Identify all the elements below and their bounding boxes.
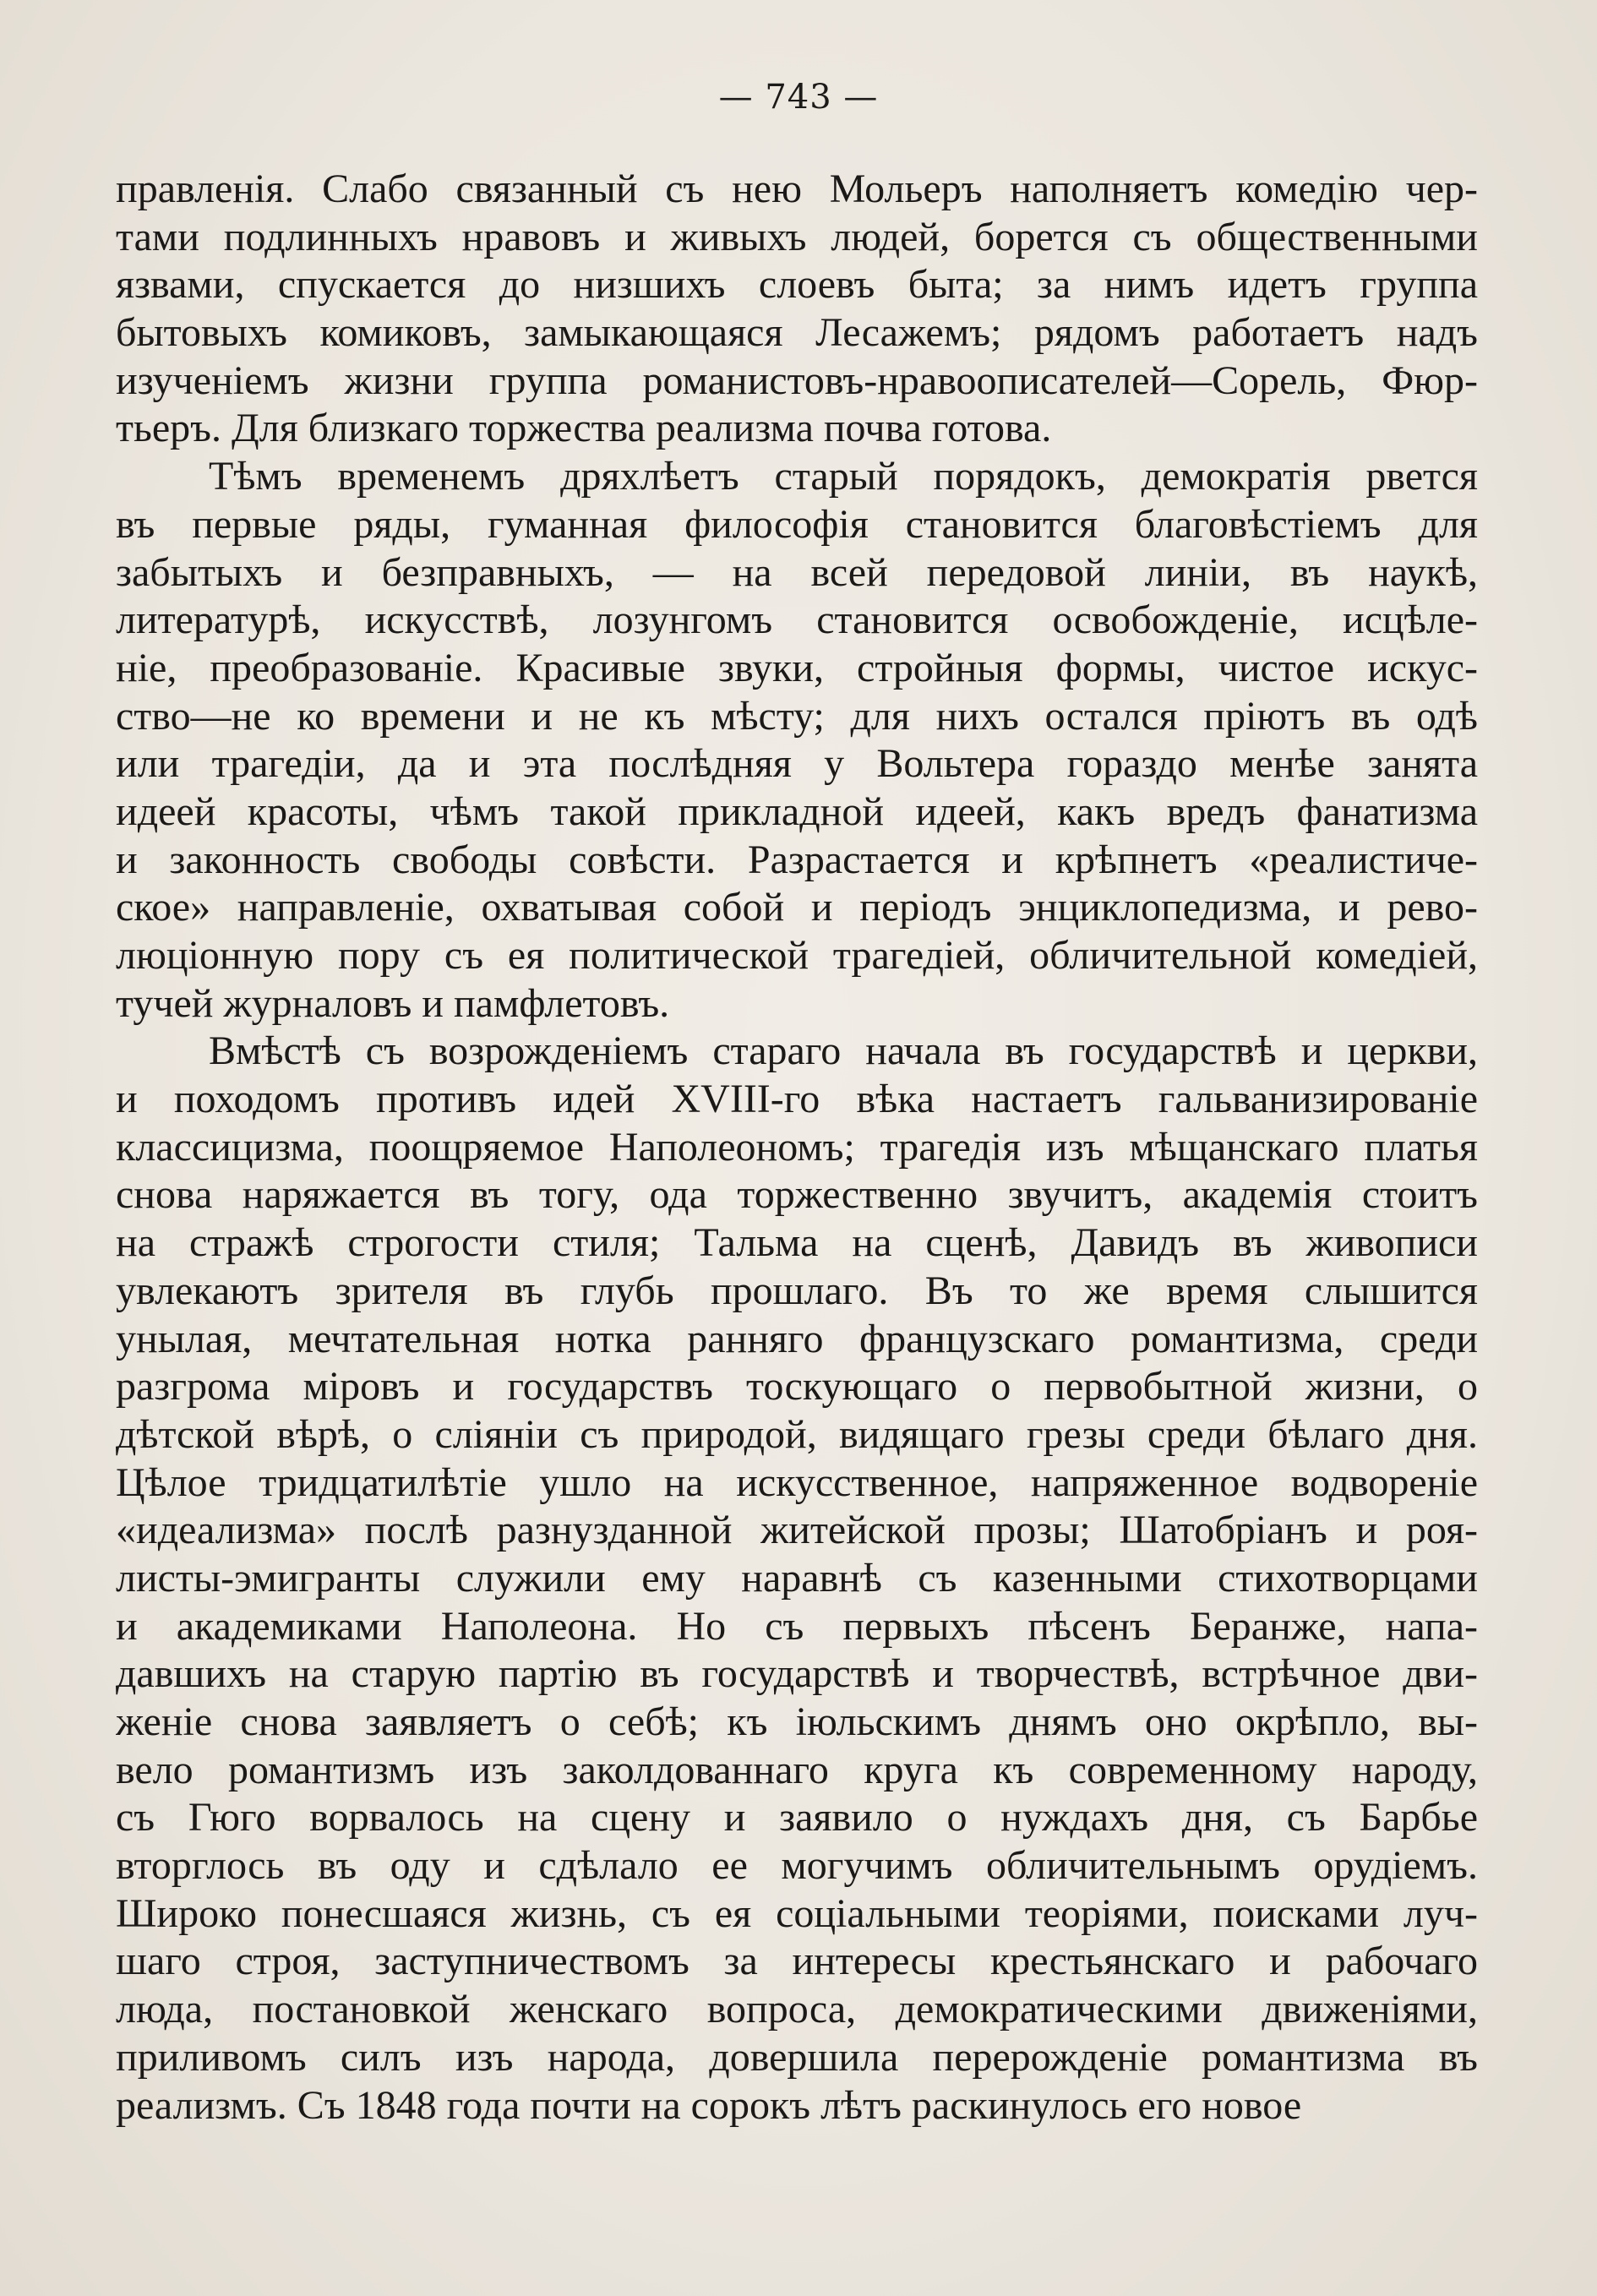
text-line: на стражѣ строгости стиля; Тальма на сценѣ, Давидъ въ живописи xyxy=(116,1220,1478,1266)
page-number: — 743 — xyxy=(718,78,879,117)
text-line: вело романтизмъ изъ заколдованнаго круга къ современному народу, xyxy=(116,1747,1478,1792)
paragraph xyxy=(116,453,1478,1028)
text-line: Широко понесшаяся жизнь, съ ея соціальными теоріями, поисками луч- xyxy=(116,1890,1478,1936)
text-line: разгрома міровъ и государствъ тоскующаго о первобытной жизни, о xyxy=(116,1364,1478,1410)
text-line: въ первые ряды, гуманная философія становится благовѣстіемъ для xyxy=(116,501,1478,547)
text-line: литературѣ, искусствѣ, лозунгомъ становится освобожденіе, исцѣле- xyxy=(116,597,1478,643)
text-line: Цѣлое тридцатилѣтіе ушло на искусственное, напряженное водвореніе xyxy=(116,1459,1478,1505)
text-line: унылая, мечтательная нотка ранняго французскаго романтизма, среди xyxy=(116,1316,1478,1361)
text-line: и походомъ противъ идей XVIII-го вѣка настаетъ гальванизированіе xyxy=(116,1077,1478,1122)
text-line: давшихъ на старую партію въ государствѣ и творчествѣ, встрѣчное дви- xyxy=(116,1651,1478,1697)
text-line: или трагедіи, да и эта послѣдняя у Вольтера гораздо менѣе занята xyxy=(116,741,1478,787)
text-line: идеей красоты, чѣмъ такой прикладной идеей, какъ вредъ фанатизма xyxy=(116,788,1478,834)
text-line: листы-эмигранты служили ему наравнѣ съ казенными стихотворцами xyxy=(116,1555,1478,1601)
text-line: язвами, спускается до низшихъ слоевъ быта; за нимъ идетъ группа xyxy=(116,262,1478,308)
text-line: съ Гюго ворвалось на сцену и заявило о нуждахъ дня, съ Барбье xyxy=(116,1795,1478,1841)
text-line: люда, постановкой женскаго вопроса, демократическими движеніями, xyxy=(116,1987,1478,2032)
text-line: бытовыхъ комиковъ, замыкающаяся Лесажемъ; рядомъ работаетъ надъ xyxy=(116,310,1478,356)
text-line: изученіемъ жизни группа романистовъ-нравоописателей—Сорель, Фюр- xyxy=(116,357,1478,403)
text-line: тами подлинныхъ нравовъ и живыхъ людей, борется съ общественными xyxy=(116,214,1478,259)
text-line: тьеръ. Для близкаго торжества реализма почва готова. xyxy=(116,406,1052,451)
paragraph xyxy=(116,1028,1478,2130)
body-text xyxy=(116,166,1478,2130)
text-line: «идеализма» послѣ разнузданной житейской прозы; Шатобріанъ и роя- xyxy=(116,1508,1478,1553)
text-line: ство—не ко времени и не къ мѣсту; для нихъ остался пріютъ въ одѣ xyxy=(116,693,1478,739)
text-line: снова наряжается въ тогу, ода торжественно звучитъ, академія стоитъ xyxy=(116,1172,1478,1218)
text-line: дѣтской вѣрѣ, о сліяніи съ природой, видящаго грезы среди бѣлаго дня. xyxy=(116,1411,1478,1457)
text-line: Тѣмъ временемъ дряхлѣетъ старый порядокъ, демократія рвется xyxy=(209,454,1478,499)
text-line: приливомъ силъ изъ народа, довершила перерожденіе романтизма въ xyxy=(116,2034,1478,2080)
text-line: вторглось въ оду и сдѣлало ее могучимъ обличительнымъ орудіемъ. xyxy=(116,1843,1478,1889)
text-line: женіе снова заявляетъ о себѣ; къ іюльскимъ днямъ оно окрѣпло, вы- xyxy=(116,1699,1478,1744)
text-line: и законность свободы совѣсти. Разрастается и крѣпнетъ «реалистиче- xyxy=(116,837,1478,882)
text-line: правленія. Слабо связанный съ нею Мольеръ наполняетъ комедію чер- xyxy=(116,166,1478,211)
text-line: забытыхъ и безправныхъ, — на всей передовой линіи, въ наукѣ, xyxy=(116,549,1478,595)
text-line: ское» направленіе, охватывая собой и періодъ энциклопедизма, и рево- xyxy=(116,885,1478,930)
text-line: ніе, преобразованіе. Красивые звуки, стройныя формы, чистое искус- xyxy=(116,645,1478,690)
text-line: шаго строя, заступничествомъ за интересы крестьянскаго и рабочаго xyxy=(116,1939,1478,1984)
paragraph xyxy=(116,166,1478,453)
text-line: тучей журналовъ и памфлетовъ. xyxy=(116,980,670,1026)
text-line: и академиками Наполеона. Но съ первыхъ пѣсенъ Беранже, напа- xyxy=(116,1603,1478,1649)
text-line: увлекаютъ зрителя въ глубь прошлаго. Въ то же время слышится xyxy=(116,1268,1478,1313)
text-line: люціонную пору съ ея политической трагедіей, обличительной комедіей, xyxy=(116,933,1478,978)
text-line: Вмѣстѣ съ возрожденіемъ стараго начала въ государствѣ и церкви, xyxy=(209,1028,1478,1074)
text-line: реализмъ. Съ 1848 года почти на сорокъ лѣтъ раскинулось его новое xyxy=(116,2082,1302,2128)
text-line: классицизма, поощряемое Наполеономъ; трагедія изъ мѣщанскаго платья xyxy=(116,1124,1478,1170)
